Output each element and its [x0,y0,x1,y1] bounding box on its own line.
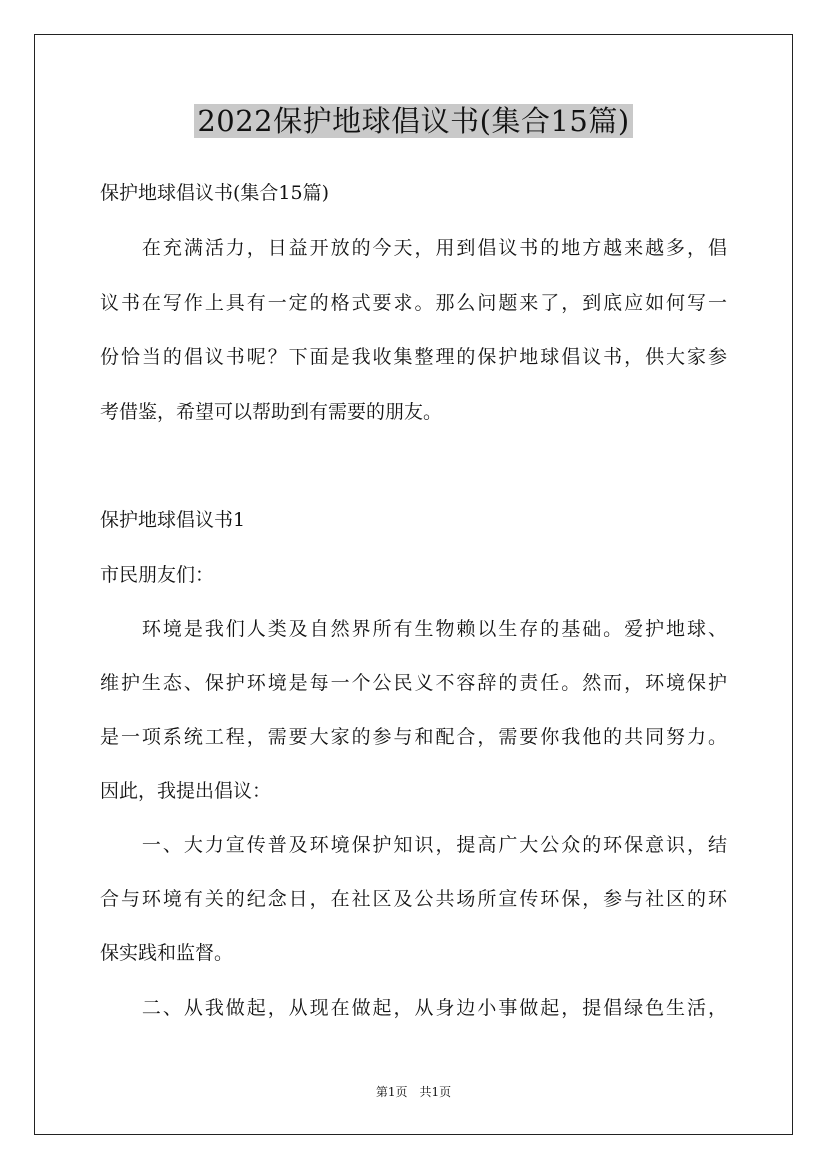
paragraph-line: 份恰当的倡议书呢？下面是我收集整理的保护地球倡议书，供大家参 [100,346,727,368]
section-heading: 保护地球倡议书1 [100,509,246,531]
paragraph-line: 考借鉴，希望可以帮助到有需要的朋友。 [100,401,443,423]
salutation: 市民朋友们： [100,564,215,586]
document-title-wrap [0,98,827,144]
paragraph-line: 二、从我做起，从现在做起，从身边小事做起，提倡绿色生活， [100,997,727,1019]
paragraph-line: 保实践和监督。 [100,942,234,964]
paragraph-line: 一、大力宣传普及环境保护知识，提高广大公众的环保意识，结 [100,834,727,856]
paragraph-line: 议书在写作上具有一定的格式要求。那么问题来了，到底应如何写一 [100,292,727,314]
paragraph-line: 在充满活力，日益开放的今天，用到倡议书的地方越来越多，倡 [100,237,727,259]
paragraph-line: 是一项系统工程，需要大家的参与和配合，需要你我他的共同努力。 [100,726,727,748]
paragraph-line: 环境是我们人类及自然界所有生物赖以生存的基础。爱护地球、 [100,618,727,640]
document-subtitle: 保护地球倡议书(集合15篇) [100,182,330,204]
paragraph-line: 合与环境有关的纪念日，在社区及公共场所宣传环保，参与社区的环 [100,888,727,910]
paragraph-line: 因此，我提出倡议： [100,780,272,802]
page-footer: 第1页 共1页 [375,1085,452,1099]
paragraph-line: 维护生态、保护环境是每一个公民义不容辞的责任。然而，环境保护 [100,672,727,694]
document-title: 2022保护地球倡议书(集合15篇) [194,104,632,138]
